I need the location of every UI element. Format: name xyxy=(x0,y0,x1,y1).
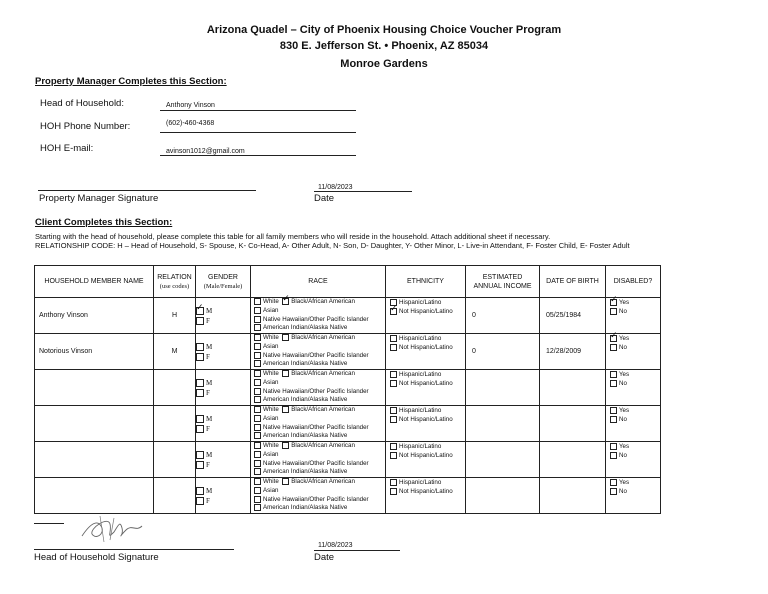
race-black-checkbox[interactable] xyxy=(282,442,289,449)
disabled-yes-checkbox[interactable] xyxy=(610,335,617,342)
race-asian-checkbox[interactable] xyxy=(254,451,261,458)
ethnicity-header: ETHNICITY xyxy=(386,266,466,298)
race-white-checkbox[interactable] xyxy=(254,478,261,485)
gender-f-checkbox[interactable] xyxy=(196,353,204,361)
document-address: 830 E. Jefferson St. • Phoenix, AZ 85034 xyxy=(279,40,489,52)
gender-f-checkbox[interactable] xyxy=(196,317,204,325)
member-name-cell[interactable] xyxy=(35,478,154,514)
race-native-checkbox[interactable] xyxy=(254,324,261,331)
gender-m-checkbox[interactable] xyxy=(196,307,204,315)
ethnicity-hispanic-checkbox[interactable] xyxy=(390,479,397,486)
ethnicity-not-hispanic-checkbox[interactable] xyxy=(390,380,397,387)
disabled-no-checkbox[interactable] xyxy=(610,452,617,459)
race-white-checkbox[interactable] xyxy=(254,406,261,413)
relation-cell[interactable] xyxy=(154,478,196,514)
race-hawaiian-checkbox[interactable] xyxy=(254,388,261,395)
gender-f-checkbox[interactable] xyxy=(196,389,204,397)
ethnicity-hispanic-checkbox[interactable] xyxy=(390,371,397,378)
member-name-header: HOUSEHOLD MEMBER NAME xyxy=(35,266,154,298)
gender-cell: M F xyxy=(196,334,251,370)
race-native-checkbox[interactable] xyxy=(254,396,261,403)
disabled-no-checkbox[interactable] xyxy=(610,488,617,495)
gender-m-checkbox[interactable] xyxy=(196,379,204,387)
race-cell: White Black/African American Asian Native Hawaiian/Other Pacific Islander American Indian/Alaska Native xyxy=(251,406,386,442)
ethnicity-hispanic-checkbox[interactable] xyxy=(390,335,397,342)
race-header: RACE xyxy=(251,266,386,298)
disabled-yes-checkbox[interactable] xyxy=(610,443,617,450)
dob-cell[interactable] xyxy=(540,406,606,442)
relation-cell[interactable] xyxy=(154,442,196,478)
disabled-cell: ✓Yes No xyxy=(606,298,661,334)
gender-m-checkbox[interactable] xyxy=(196,451,204,459)
disabled-yes-checkbox[interactable] xyxy=(610,371,617,378)
race-black-checkbox[interactable] xyxy=(282,406,289,413)
manager-signature-line xyxy=(38,190,256,191)
hoh-label: Head of Household: xyxy=(40,98,124,109)
hoh-date-line xyxy=(314,550,400,551)
disabled-cell: Yes No xyxy=(606,478,661,514)
income-cell[interactable] xyxy=(466,370,540,406)
gender-f-checkbox[interactable] xyxy=(196,425,204,433)
member-name-cell[interactable] xyxy=(35,370,154,406)
relation-cell[interactable] xyxy=(154,406,196,442)
hoh-underline xyxy=(160,110,356,111)
relation-cell[interactable]: M xyxy=(154,334,196,370)
relation-header: RELATION (use codes) xyxy=(154,266,196,298)
income-header: ESTIMATED ANNUAL INCOME xyxy=(466,266,540,298)
income-cell[interactable]: 0 xyxy=(466,334,540,370)
ethnicity-not-hispanic-checkbox[interactable] xyxy=(390,416,397,423)
relation-cell[interactable]: H xyxy=(154,298,196,334)
gender-cell: M F xyxy=(196,442,251,478)
email-underline xyxy=(160,155,356,156)
race-white-checkbox[interactable] xyxy=(254,334,261,341)
race-black-checkbox[interactable] xyxy=(282,478,289,485)
gender-m-checkbox[interactable] xyxy=(196,415,204,423)
disabled-cell: Yes No xyxy=(606,406,661,442)
income-cell[interactable]: 0 xyxy=(466,298,540,334)
race-native-checkbox[interactable] xyxy=(254,360,261,367)
document-title: Arizona Quadel – City of Phoenix Housing Choice Voucher Program xyxy=(206,24,562,36)
race-white-checkbox[interactable] xyxy=(254,442,261,449)
race-native-checkbox[interactable] xyxy=(254,468,261,475)
gender-cell: ✓M F xyxy=(196,298,251,334)
relation-cell[interactable] xyxy=(154,370,196,406)
email-label: HOH E-mail: xyxy=(40,143,94,154)
race-hawaiian-checkbox[interactable] xyxy=(254,424,261,431)
race-cell: White Black/African American Asian Native Hawaiian/Other Pacific Islander American Indian/Alaska Native xyxy=(251,442,386,478)
manager-date-label: Date xyxy=(314,193,335,204)
table-row xyxy=(35,334,661,370)
hoh-date-value[interactable]: 11/08/2023 xyxy=(318,542,353,549)
ethnicity-cell: Hispanic/Latino Not Hispanic/Latino xyxy=(386,478,466,514)
race-asian-checkbox[interactable] xyxy=(254,415,261,422)
hoh-value[interactable]: Anthony Vinson xyxy=(166,102,215,109)
disabled-no-checkbox[interactable] xyxy=(610,308,617,315)
disabled-yes-checkbox[interactable] xyxy=(610,479,617,486)
hoh-signature-stub-line xyxy=(34,523,64,524)
race-cell: White Black/African American Asian Native Hawaiian/Other Pacific Islander American Indian/Alaska Native xyxy=(251,478,386,514)
race-hawaiian-checkbox[interactable] xyxy=(254,352,261,359)
ethnicity-cell: Hispanic/Latino Not Hispanic/Latino xyxy=(386,406,466,442)
table-row xyxy=(35,406,661,442)
race-asian-checkbox[interactable] xyxy=(254,307,261,314)
table-row xyxy=(35,298,661,334)
manager-section-heading: Property Manager Completes this Section: xyxy=(35,76,227,87)
race-asian-checkbox[interactable] xyxy=(254,379,261,386)
ethnicity-hispanic-checkbox[interactable] xyxy=(390,443,397,450)
race-asian-checkbox[interactable] xyxy=(254,343,261,350)
relationship-code: RELATIONSHIP CODE: H – Head of Household, S- Spouse, K- Co-Head, A- Other Adult, N- Son, D- Daughter, Y- Other Minor, L- Live-in Attendant, F- Foster Child, E- Foster Adult xyxy=(35,241,630,250)
race-black-checkbox[interactable] xyxy=(282,334,289,341)
gender-cell: M F xyxy=(196,406,251,442)
income-cell[interactable] xyxy=(466,478,540,514)
ethnicity-cell: Hispanic/Latino Not Hispanic/Latino xyxy=(386,442,466,478)
race-white-checkbox[interactable] xyxy=(254,370,261,377)
disabled-yes-checkbox[interactable] xyxy=(610,407,617,414)
disabled-yes-checkbox[interactable] xyxy=(610,299,617,306)
dob-cell[interactable] xyxy=(540,442,606,478)
gender-header: GENDER (Male/Female) xyxy=(196,266,251,298)
gender-m-checkbox[interactable] xyxy=(196,487,204,495)
race-white-checkbox[interactable] xyxy=(254,298,261,305)
race-hawaiian-checkbox[interactable] xyxy=(254,316,261,323)
member-name-cell[interactable] xyxy=(35,442,154,478)
gender-cell: M F xyxy=(196,370,251,406)
income-cell[interactable] xyxy=(466,406,540,442)
ethnicity-cell: Hispanic/Latino Not Hispanic/Latino xyxy=(386,370,466,406)
disabled-no-checkbox[interactable] xyxy=(610,344,617,351)
gender-m-checkbox[interactable] xyxy=(196,343,204,351)
dob-header: DATE OF BIRTH xyxy=(540,266,606,298)
race-black-checkbox[interactable] xyxy=(282,370,289,377)
ethnicity-cell: Hispanic/Latino ✓Not Hispanic/Latino xyxy=(386,298,466,334)
race-cell: White Black/African American Asian Native Hawaiian/Other Pacific Islander American Indian/Alaska Native xyxy=(251,334,386,370)
race-cell: White ✓ Black/African American Asian Native Hawaiian/Other Pacific Islander American Indian/Alaska Native xyxy=(251,298,386,334)
manager-signature-label: Property Manager Signature xyxy=(39,193,159,204)
hoh-date-label: Date xyxy=(314,552,335,563)
gender-f-checkbox[interactable] xyxy=(196,461,204,469)
ethnicity-not-hispanic-checkbox[interactable] xyxy=(390,308,397,315)
phone-label: HOH Phone Number: xyxy=(40,121,131,132)
hoh-signature-line xyxy=(34,549,234,550)
race-native-checkbox[interactable] xyxy=(254,432,261,439)
household-member-table xyxy=(34,265,661,514)
dob-cell[interactable]: 12/28/2009 xyxy=(540,334,606,370)
income-cell[interactable] xyxy=(466,442,540,478)
disabled-cell: Yes No xyxy=(606,442,661,478)
member-name-cell[interactable] xyxy=(35,406,154,442)
table-row xyxy=(35,478,661,514)
disabled-no-checkbox[interactable] xyxy=(610,416,617,423)
member-name-cell[interactable]: Notorious Vinson xyxy=(35,334,154,370)
client-instructions: Starting with the head of household, please complete this table for all family members who will reside in the household. Attach additional sheet if necessary. xyxy=(35,232,551,241)
disabled-no-checkbox[interactable] xyxy=(610,380,617,387)
table-row xyxy=(35,442,661,478)
manager-date-line xyxy=(314,191,412,192)
ethnicity-not-hispanic-checkbox[interactable] xyxy=(390,452,397,459)
race-black-checkbox[interactable] xyxy=(282,298,289,305)
phone-value[interactable]: (602)-460-4368 xyxy=(166,120,215,127)
race-asian-checkbox[interactable] xyxy=(254,487,261,494)
dob-cell[interactable]: 05/25/1984 xyxy=(540,298,606,334)
race-hawaiian-checkbox[interactable] xyxy=(254,496,261,503)
ethnicity-cell: Hispanic/Latino Not Hispanic/Latino xyxy=(386,334,466,370)
phone-underline xyxy=(160,132,356,133)
manager-date-value[interactable]: 11/08/2023 xyxy=(318,184,353,191)
race-native-checkbox[interactable] xyxy=(254,504,261,511)
gender-f-checkbox[interactable] xyxy=(196,497,204,505)
gender-cell: M F xyxy=(196,478,251,514)
table-header-row xyxy=(35,266,661,298)
disabled-header: DISABLED? xyxy=(606,266,661,298)
dob-cell[interactable] xyxy=(540,370,606,406)
dob-cell[interactable] xyxy=(540,478,606,514)
hoh-signature-label: Head of Household Signature xyxy=(34,552,159,563)
disabled-cell: ✓Yes No xyxy=(606,334,661,370)
hoh-signature-image xyxy=(80,514,150,544)
race-hawaiian-checkbox[interactable] xyxy=(254,460,261,467)
disabled-cell: Yes No xyxy=(606,370,661,406)
member-name-cell[interactable]: Anthony Vinson xyxy=(35,298,154,334)
client-section-heading: Client Completes this Section: xyxy=(35,217,173,228)
email-value[interactable]: avinson1012@gmail.com xyxy=(166,148,245,155)
ethnicity-not-hispanic-checkbox[interactable] xyxy=(390,344,397,351)
race-cell: White Black/African American Asian Native Hawaiian/Other Pacific Islander American Indian/Alaska Native xyxy=(251,370,386,406)
table-row xyxy=(35,370,661,406)
ethnicity-hispanic-checkbox[interactable] xyxy=(390,407,397,414)
property-name: Monroe Gardens xyxy=(340,58,428,70)
ethnicity-not-hispanic-checkbox[interactable] xyxy=(390,488,397,495)
